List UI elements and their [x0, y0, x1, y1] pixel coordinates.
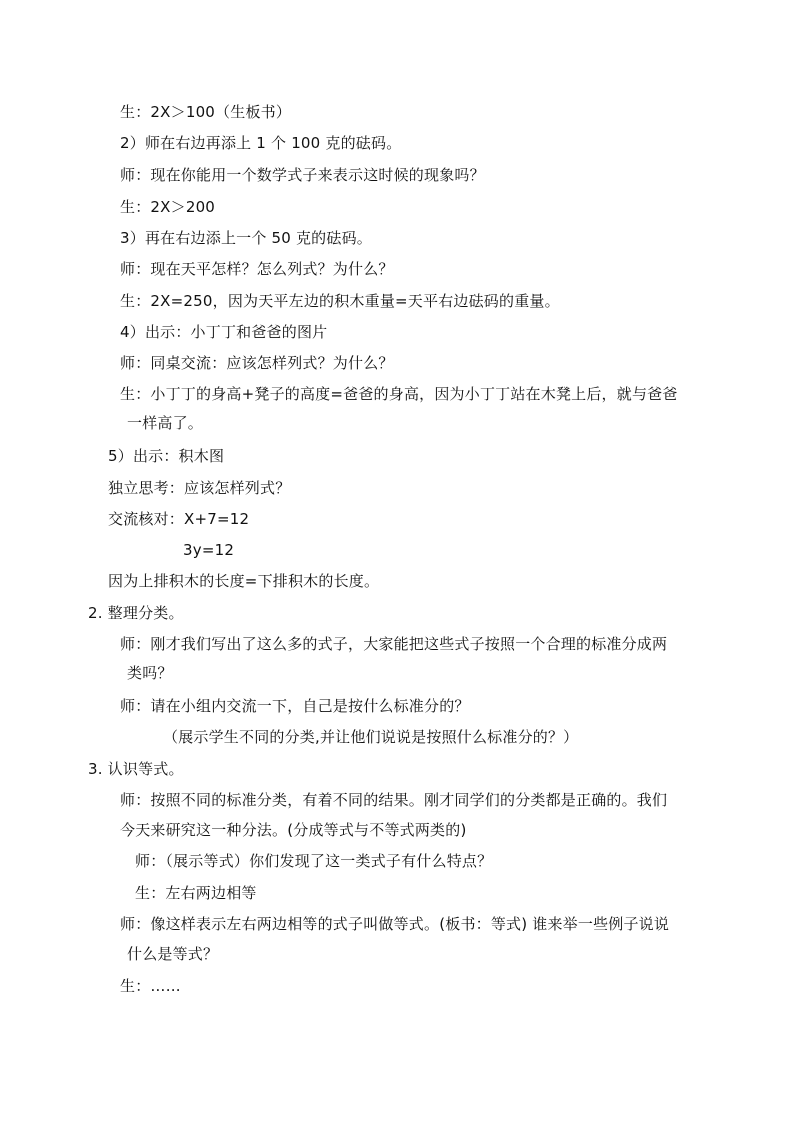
text-line: （展示学生不同的分类,并让他们说说是按照什么标准分的？）: [163, 728, 579, 746]
text-line: 今天来研究这一种分法。(分成等式与不等式两类的): [120, 821, 467, 839]
text-line: 独立思考：应该怎样列式？: [108, 479, 291, 497]
text-line: 2）师在右边再添上 1 个 100 克的砝码。: [120, 134, 402, 152]
text-line: 一样高了。: [127, 414, 204, 432]
text-line: 3y=12: [183, 541, 235, 559]
text-line: 师：（展示等式）你们发现了这一类式子有什么特点？: [135, 852, 493, 870]
text-line: 生：2X=250，因为天平左边的积木重量=天平右边砝码的重量。: [120, 292, 560, 310]
text-line: 生：左右两边相等: [135, 884, 257, 902]
text-line: 生：……: [120, 977, 181, 995]
text-line: 师：按照不同的标准分类，有着不同的结果。刚才同学们的分类都是正确的。我们: [120, 791, 668, 809]
text-line: 交流核对：X+7=12: [108, 510, 250, 528]
text-line: 因为上排积木的长度=下排积木的长度。: [108, 572, 380, 590]
text-line: 师：现在你能用一个数学式子来表示这时候的现象吗？: [120, 166, 485, 184]
text-line: 师：同桌交流：应该怎样列式？为什么？: [120, 354, 394, 372]
text-line: 什么是等式？: [127, 945, 219, 963]
text-line: 生：小丁丁的身高+凳子的高度=爸爸的身高，因为小丁丁站在木凳上后，就与爸爸: [120, 385, 678, 403]
section-heading: 2. 整理分类。: [88, 604, 184, 622]
text-line: 师：像这样表示左右两边相等的式子叫做等式。(板书：等式) 谁来举一些例子说说: [120, 915, 670, 933]
text-line: 生：2X＞200: [120, 198, 216, 216]
text-line: 4）出示：小丁丁和爸爸的图片: [120, 323, 328, 341]
text-line: 生：2X＞100（生板书）: [120, 103, 292, 121]
text-line: 师：请在小组内交流一下，自己是按什么标准分的？: [120, 697, 470, 715]
text-line: 5）出示：积木图: [108, 447, 225, 465]
section-heading: 3. 认识等式。: [88, 760, 184, 778]
text-line: 师：刚才我们写出了这么多的式子，大家能把这些式子按照一个合理的标准分成两: [120, 635, 668, 653]
text-line: 师：现在天平怎样？怎么列式？为什么？: [120, 260, 394, 278]
text-line: 3）再在右边添上一个 50 克的砝码。: [120, 229, 372, 247]
text-line: 类吗？: [127, 664, 173, 682]
